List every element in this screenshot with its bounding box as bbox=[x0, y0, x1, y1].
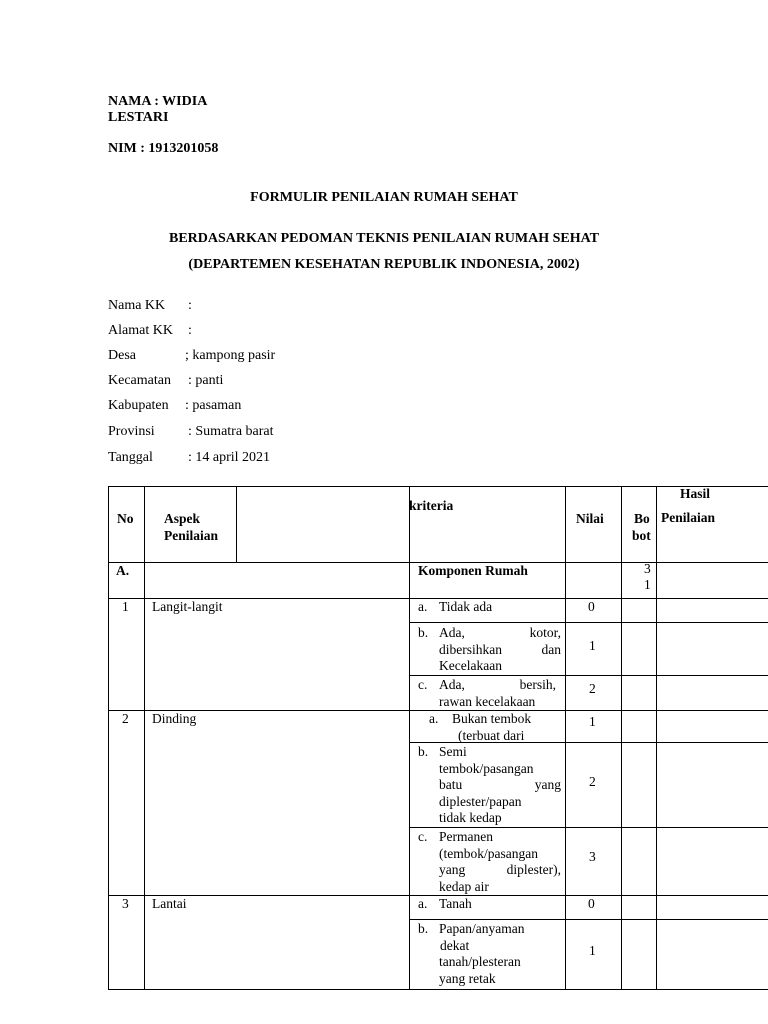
info-row-kecamatan bbox=[108, 373, 223, 389]
criteria-text: Ada, bersih, rawan kecelakaan bbox=[439, 677, 556, 709]
form-subtitle-2: (DEPARTEMEN KESEHATAN REPUBLIK INDONESIA, 2002) bbox=[188, 257, 580, 272]
row-divider bbox=[409, 919, 768, 920]
row-divider bbox=[409, 827, 768, 828]
table-border-top bbox=[108, 486, 768, 487]
section-bobot-2: 1 bbox=[644, 577, 651, 592]
criteria-marker: b. bbox=[418, 921, 429, 936]
info-value: : panti bbox=[188, 373, 224, 388]
info-row-nama-kk bbox=[108, 298, 192, 314]
info-value: : pasaman bbox=[185, 398, 242, 413]
info-row-desa bbox=[108, 348, 275, 364]
criteria-text: Ada, kotor, dibersihkan dan Kecelakaan bbox=[439, 625, 561, 673]
criteria-nilai: 1 bbox=[589, 638, 596, 653]
criteria-marker: a. bbox=[418, 896, 428, 911]
criteria-marker: c. bbox=[418, 677, 428, 692]
row-2-no: 2 bbox=[122, 711, 129, 726]
row-3-aspek: Lantai bbox=[152, 896, 187, 911]
criteria-text: Papan/anyaman dekat tanah/plesteran yang retak bbox=[439, 921, 525, 986]
info-label: Kabupaten bbox=[108, 398, 169, 413]
info-label: Kecamatan bbox=[108, 373, 171, 388]
header-nilai: Nilai bbox=[576, 511, 604, 526]
criteria-nilai: 2 bbox=[589, 774, 596, 789]
student-nim: NIM : 1913201058 bbox=[108, 141, 219, 156]
criteria-nilai: 0 bbox=[588, 599, 595, 614]
criteria-nilai: 2 bbox=[589, 681, 596, 696]
row-divider bbox=[409, 622, 768, 623]
criteria-text: Tanah bbox=[439, 896, 472, 911]
criteria-nilai: 3 bbox=[589, 849, 596, 864]
criteria-marker: c. bbox=[418, 829, 428, 844]
criteria-marker: b. bbox=[418, 744, 429, 759]
section-bobot-1: 3 bbox=[644, 561, 651, 576]
header-hasil-2: Penilaian bbox=[661, 510, 716, 525]
form-title: FORMULIR PENILAIAN RUMAH SEHAT bbox=[250, 190, 518, 205]
criteria-marker: b. bbox=[418, 625, 429, 640]
row-1-aspek: Langit-langit bbox=[152, 599, 223, 614]
header-bobot-1: Bo bbox=[634, 511, 650, 526]
header-no: No bbox=[117, 511, 134, 526]
info-value: : bbox=[188, 323, 192, 338]
info-label: Tanggal bbox=[108, 450, 153, 465]
info-row-tanggal bbox=[108, 450, 270, 466]
section-name: Komponen Rumah bbox=[418, 563, 528, 578]
info-row-kabupaten bbox=[108, 398, 241, 414]
criteria-text: Semi tembok/pasangan batu yang diplester/papan tidak kedap bbox=[439, 744, 561, 825]
criteria-text: Bukan tembok (terbuat dari bbox=[452, 711, 532, 743]
criteria-marker: a. bbox=[429, 711, 439, 726]
col-divider bbox=[236, 486, 237, 562]
info-value: : Sumatra barat bbox=[188, 424, 274, 439]
info-row-provinsi bbox=[108, 424, 274, 440]
header-aspek-2: Penilaian bbox=[164, 528, 219, 543]
row-2-aspek: Dinding bbox=[152, 711, 197, 726]
info-value: ; kampong pasir bbox=[185, 348, 276, 363]
criteria-text: Tidak ada bbox=[439, 599, 493, 614]
info-value: : 14 april 2021 bbox=[188, 450, 271, 465]
row-divider bbox=[108, 895, 768, 896]
header-bobot-2: bot bbox=[632, 528, 651, 543]
table-border-bottom bbox=[108, 989, 768, 990]
row-1-no: 1 bbox=[122, 599, 129, 614]
section-code: A. bbox=[116, 563, 130, 578]
assessment-table bbox=[108, 486, 768, 990]
header-kriteria: kriteria bbox=[409, 498, 454, 513]
student-name-line2: LESTARI bbox=[108, 110, 169, 125]
row-divider bbox=[409, 675, 768, 676]
info-label: Nama KK bbox=[108, 298, 166, 313]
row-3-no: 3 bbox=[122, 896, 129, 911]
header-hasil-1: Hasil bbox=[680, 486, 711, 501]
info-label: Desa bbox=[108, 348, 136, 363]
form-subtitle-1: BERDASARKAN PEDOMAN TEKNIS PENILAIAN RUMAH SEHAT bbox=[168, 231, 600, 246]
info-row-alamat-kk bbox=[108, 323, 192, 339]
criteria-nilai: 0 bbox=[588, 896, 595, 911]
criteria-nilai: 1 bbox=[589, 943, 596, 958]
student-name-line1: NAMA : WIDIA bbox=[108, 94, 208, 109]
criteria-marker: a. bbox=[418, 599, 428, 614]
info-label: Provinsi bbox=[108, 424, 155, 439]
info-label: Alamat KK bbox=[108, 323, 173, 338]
criteria-nilai: 1 bbox=[589, 714, 596, 729]
criteria-text: Permanen (tembok/pasangan yang diplester), kedap air bbox=[439, 829, 561, 894]
info-value: : bbox=[188, 298, 192, 313]
header-aspek-1: Aspek bbox=[164, 511, 201, 526]
